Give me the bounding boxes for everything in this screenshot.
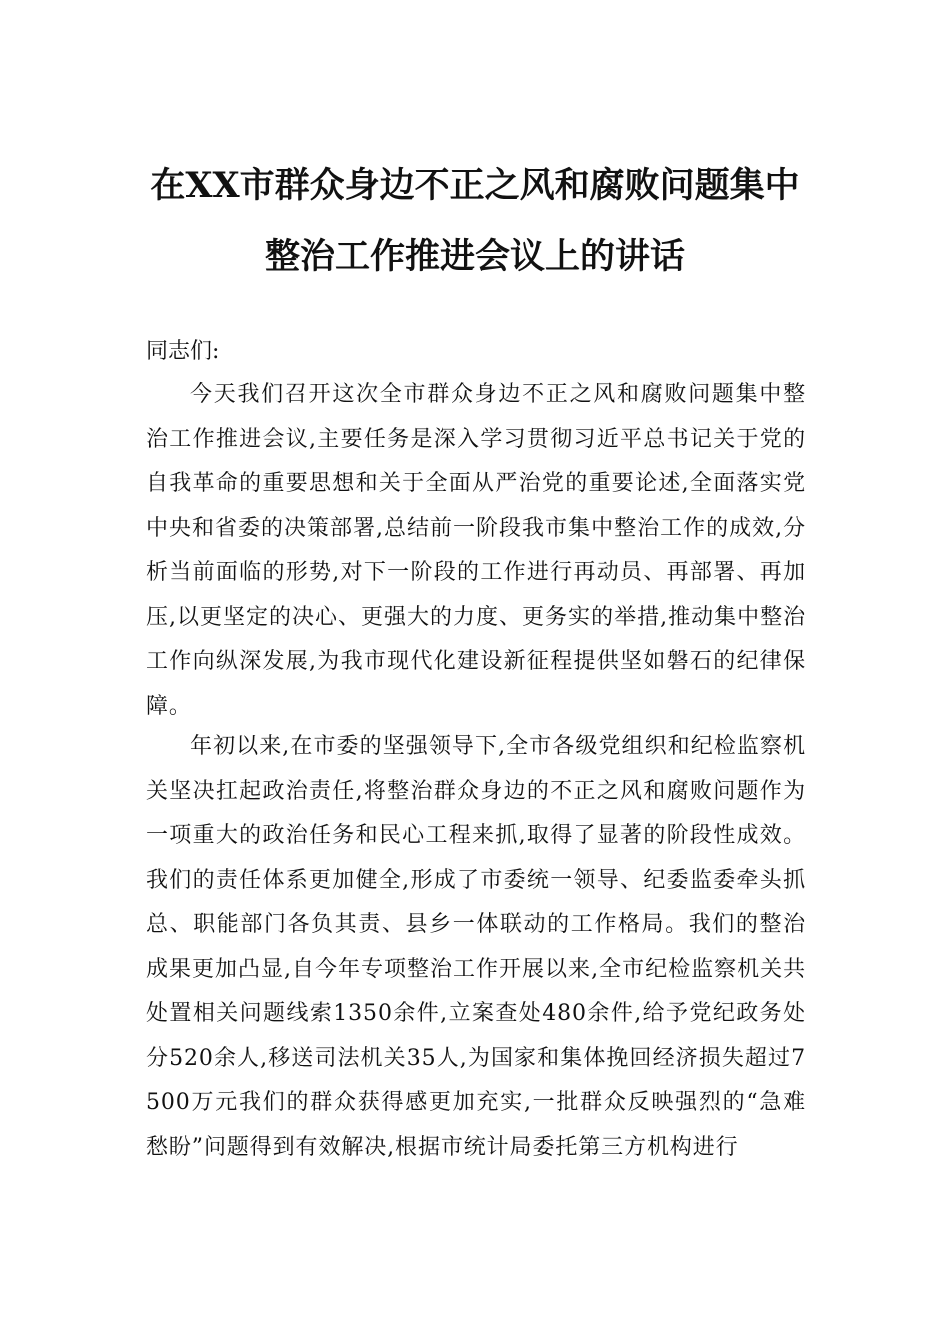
- paragraph-1: 今天我们召开这次全市群众身边不正之风和腐败问题集中整治工作推进会议,主要任务是深入学习贯彻习近平总书记关于党的自我革命的重要思想和关于全面从严治党的重要论述,全面落实党中央和省委的决策部署,总结前一阶段我市集中整治工作的成效,分析当前面临的形势,对下一阶段的工作进行再动员、再部署、再加压,以更坚定的决心、更强大的力度、更务实的举措,推动集中整治工作向纵深发展,为我市现代化建设新征程提供坚如磐石的纪律保障。: [146, 382, 806, 719]
- paragraph-2: 年初以来,在市委的坚强领导下,全市各级党组织和纪检监察机关坚决扛起政治责任,将整治群众身边的不正之风和腐败问题作为一项重大的政治任务和民心工程来抓,取得了显著的阶段性成效。我们的责任体系更加健全,形成了市委统一领导、纪委监委牵头抓总、职能部门各负其责、县乡一体联动的工作格局。我们的整治成果更加凸显,自今年专项整治工作开展以来,全市纪检监察机关共处置相关问题线索1350余件,立案查处480余件,给予党纪政务处分520余人,移送司法机关35人,为国家和集体挽回经济损失超过7500万元我们的群众获得感更加充实,一批群众反映强烈的“急难愁盼”问题得到有效解决,根据市统计局委托第三方机构进行: [146, 734, 806, 1160]
- document-title-line-1: 在XX市群众身边不正之风和腐败问题集中: [150, 165, 800, 206]
- document-title-line-2: 整治工作推进会议上的讲话: [264, 236, 685, 277]
- salutation: 同志们:: [146, 339, 220, 364]
